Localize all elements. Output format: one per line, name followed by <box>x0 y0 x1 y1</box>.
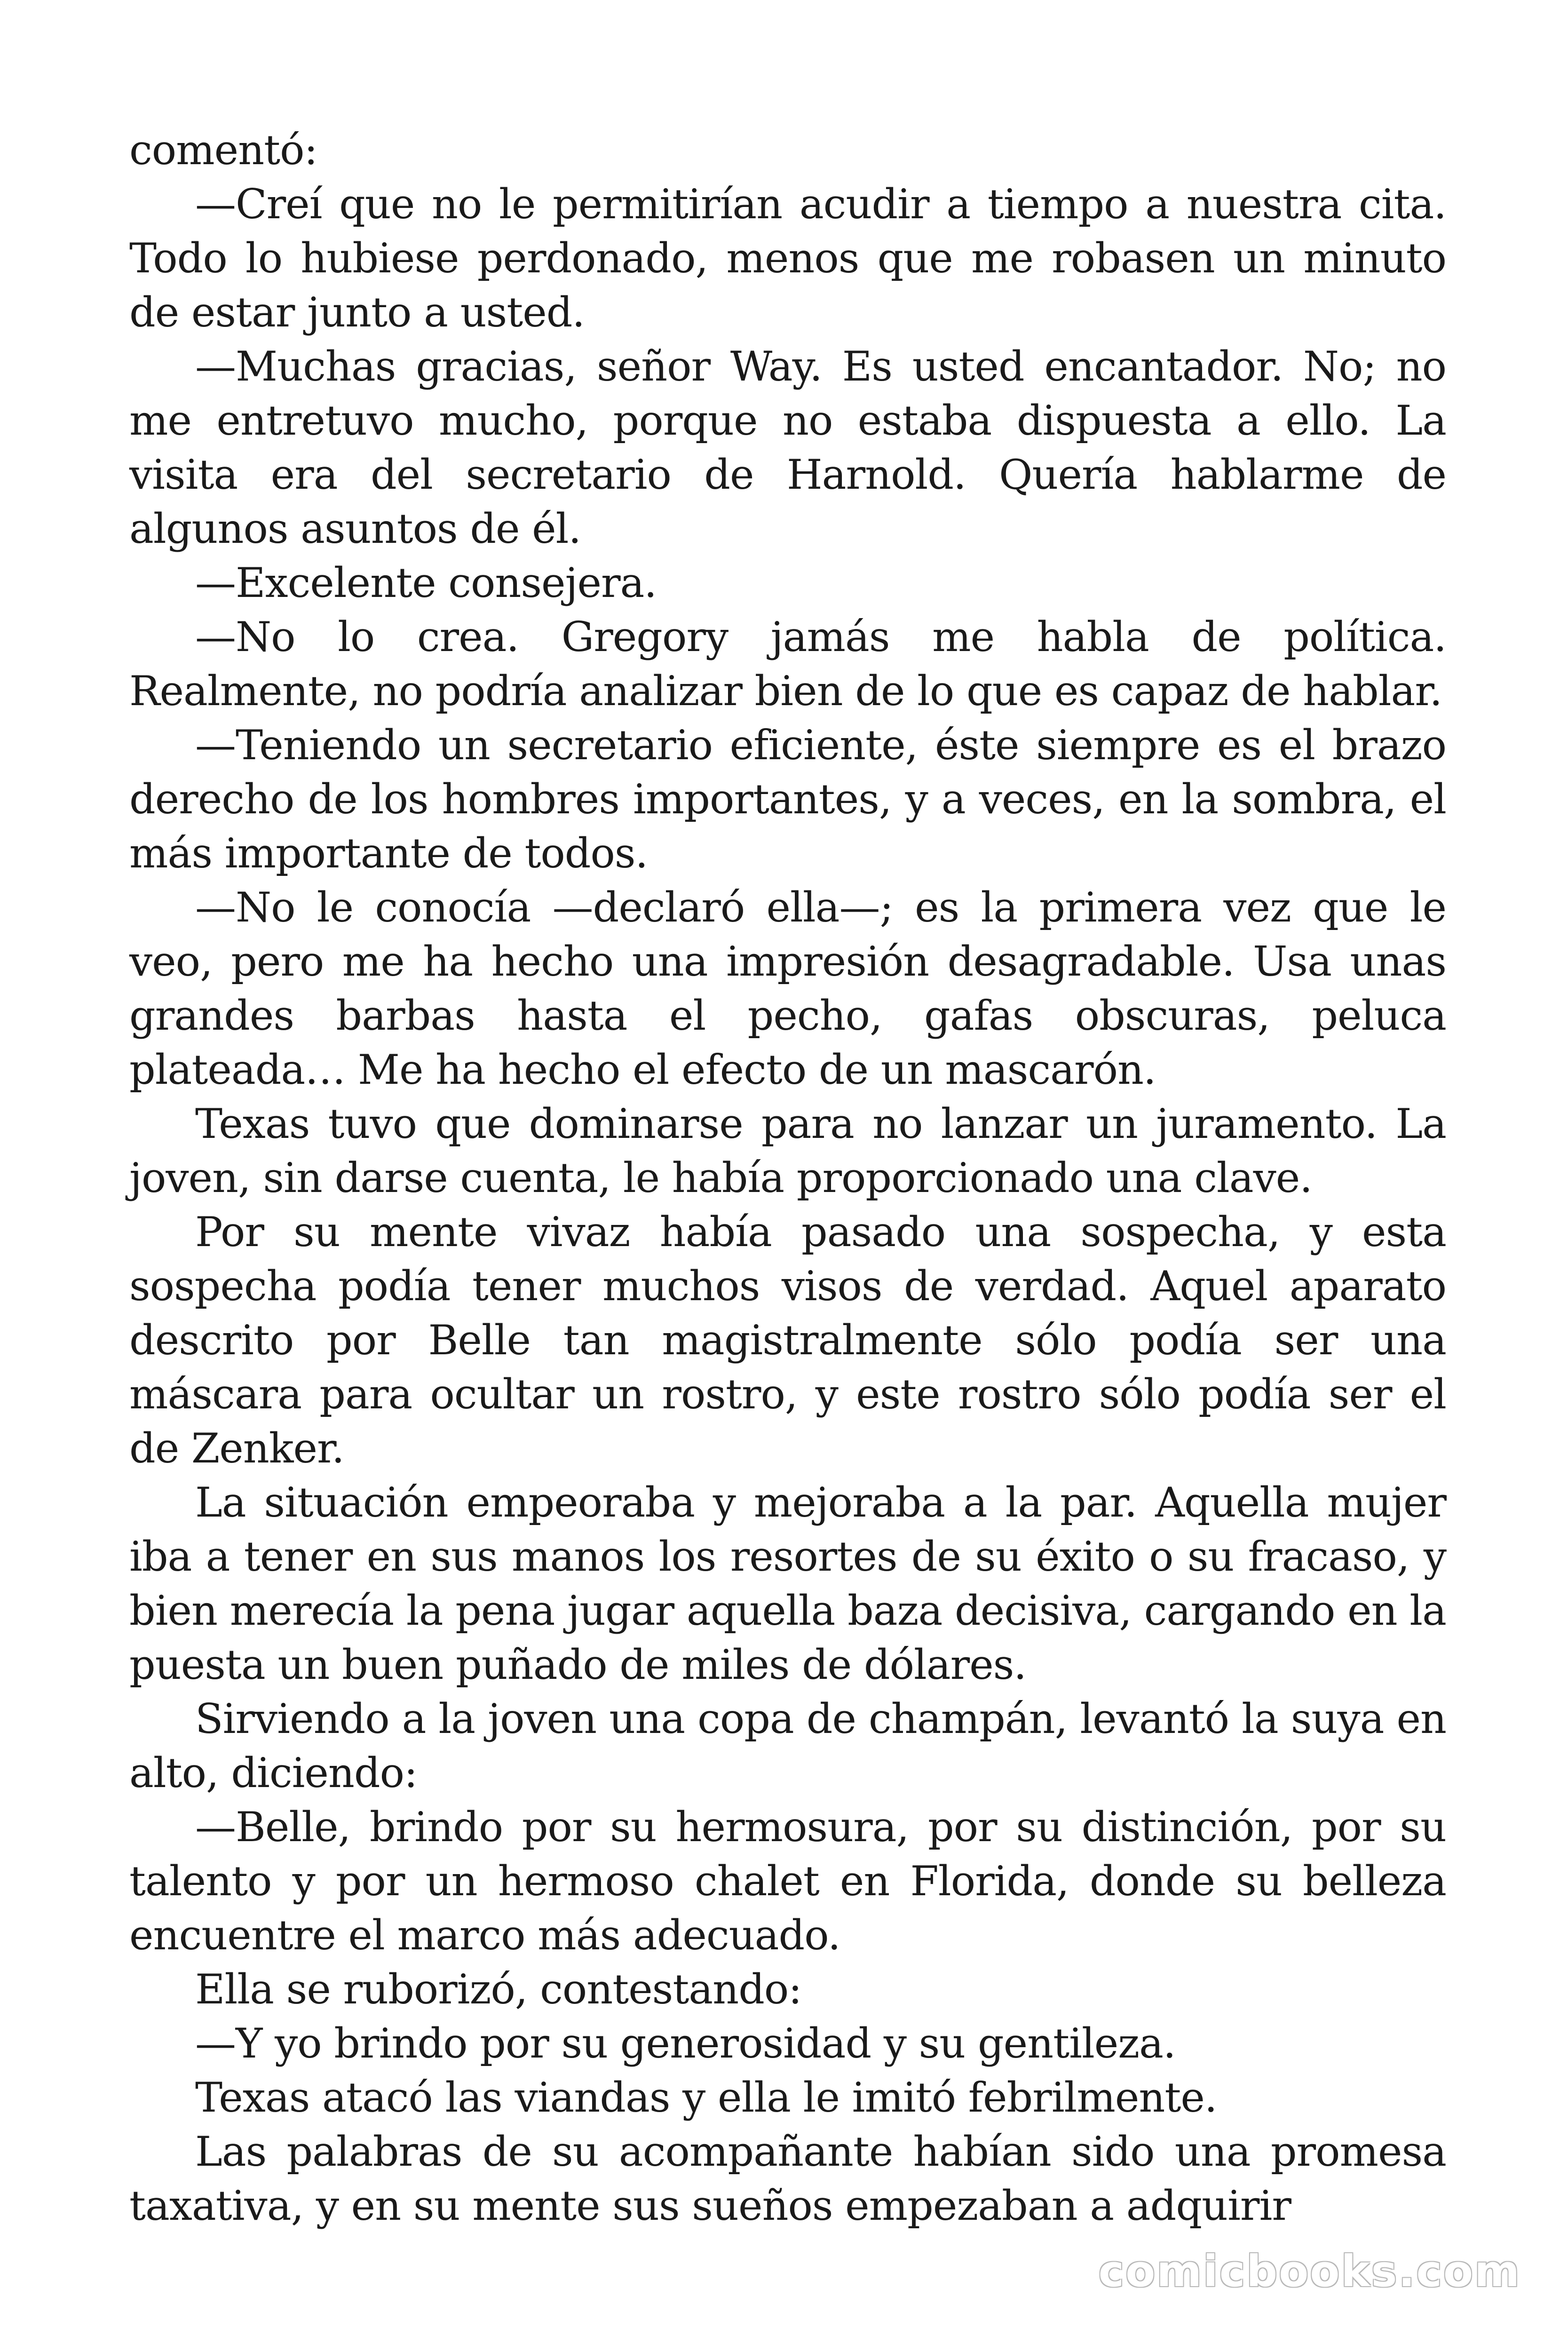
paragraph: comentó: <box>129 126 317 174</box>
paragraph: Las palabras de su acompañante habían sido una promesa taxativa, y en su mente sus sueños empezaban a adquirir <box>129 2128 1446 2230</box>
paragraph: Sirviendo a la joven una copa de champán, levantó la suya en alto, diciendo: <box>129 1695 1446 1797</box>
paragraph: Texas tuvo que dominarse para no lanzar un juramento. La joven, sin darse cuenta, le había proporcionado una clave. <box>129 1100 1446 1202</box>
paragraph: Ella se ruborizó, contestando: <box>195 1965 802 2013</box>
paragraph: —Y yo brindo por su generosidad y su gentileza. <box>195 2019 1176 2067</box>
watermark: comicbooks.com <box>1098 2246 1521 2296</box>
paragraph: —Teniendo un secretario eficiente, éste siempre es el brazo derecho de los hombres importantes, y a veces, en la sombra, el más importante de todos. <box>129 721 1446 877</box>
paragraph: —Belle, brindo por su hermosura, por su distinción, por su talento y por un hermoso chalet en Florida, donde su belleza encuentre el marco más adecuado. <box>129 1803 1446 1959</box>
paragraph: —No lo crea. Gregory jamás me habla de política. Realmente, no podría analizar bien de lo que es capaz de hablar. <box>129 613 1446 715</box>
paragraph: —Excelente consejera. <box>195 559 657 607</box>
paragraph: Por su mente vivaz había pasado una sospecha, y esta sospecha podía tener muchos visos de verdad. Aquel aparato descrito por Belle tan magistralmente sólo podía ser una máscara para ocultar un rostro, y este rostro sólo podía ser el de Zenker. <box>129 1208 1446 1472</box>
paragraph: —No le conocía —declaró ella—; es la primera vez que le veo, pero me ha hecho una impresión desagradable. Usa unas grandes barbas hasta el pecho, gafas obscuras, peluca plateada… Me ha hecho el efecto de un mascarón. <box>129 883 1446 1094</box>
paragraph: La situación empeoraba y mejoraba a la par. Aquella mujer iba a tener en sus manos los resortes de su éxito o su fracaso, y bien merecía la pena jugar aquella baza decisiva, cargando en la puesta un buen puñado de miles de dólares. <box>129 1478 1446 1689</box>
body-text <box>129 123 1446 2233</box>
paragraph: —Muchas gracias, señor Way. Es usted encantador. No; no me entretuvo mucho, porque no estaba dispuesta a ello. La visita era del secretario de Harnold. Quería hablarme de algunos asuntos de él. <box>129 342 1446 553</box>
paragraph: —Creí que no le permitirían acudir a tiempo a nuestra cita. Todo lo hubiese perdonado, menos que me robasen un minuto de estar junto a usted. <box>129 180 1446 336</box>
paragraph: Texas atacó las viandas y ella le imitó febrilmente. <box>195 2074 1217 2122</box>
